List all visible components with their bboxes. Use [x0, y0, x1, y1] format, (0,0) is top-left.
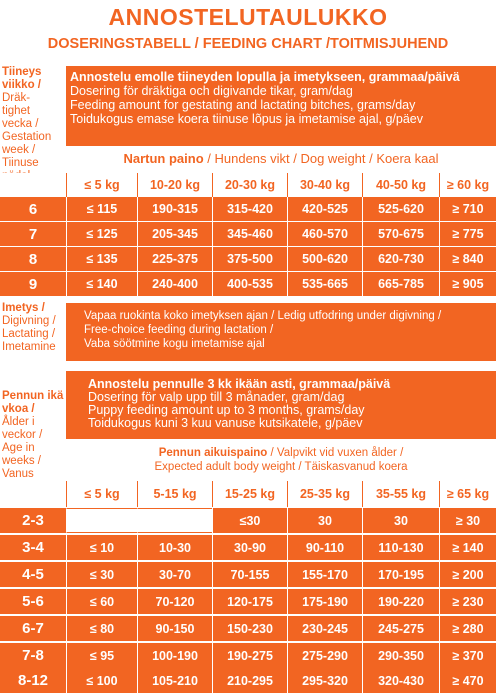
- table-cell: ≤ 140: [66, 272, 137, 296]
- weight-column-header: 20-30 kg: [212, 173, 287, 197]
- row-label: 8: [0, 247, 66, 271]
- weight-column-header: ≤ 5 kg: [66, 481, 137, 507]
- row-label: 3-4: [0, 535, 66, 560]
- header-empty-cell: [0, 481, 66, 507]
- table-cell: ≤ 115: [66, 197, 137, 221]
- side-label-line: tighet: [2, 105, 31, 117]
- side-label-line: Ålder i: [2, 416, 35, 428]
- table-cell: ≥ 905: [439, 272, 496, 296]
- table-cell: 30: [287, 508, 362, 533]
- side-label-line: weeks /: [2, 455, 41, 467]
- table-cell: [137, 508, 212, 533]
- table-cell: ≤ 135: [66, 247, 137, 271]
- table-row: [0, 247, 496, 271]
- weight-column-header: 25-35 kg: [287, 481, 362, 507]
- row-label: 7-8: [0, 643, 66, 668]
- weight-column-header: ≥ 60 kg: [439, 173, 496, 197]
- table-cell: 90-110: [287, 535, 362, 560]
- table-cell: 525-620: [362, 197, 439, 221]
- table-cell: 345-460: [212, 222, 287, 246]
- puppy-info-line-1: Annostelu pennulle 3 kk ikään asti, grammaa/päivä: [88, 377, 391, 391]
- side-label-line: week /: [2, 144, 36, 156]
- puppy-info-line-2: Dosering för valp upp till 3 månader, gram/dag: [88, 390, 345, 404]
- table-cell: 275-290: [287, 643, 362, 668]
- table-cell: ≥ 710: [439, 197, 496, 221]
- lactation-label-rest: [2, 315, 66, 354]
- puppy-weight-heading-rest: / Valpvikt vid vuxen ålder /: [267, 447, 404, 459]
- table-row: [0, 535, 496, 560]
- puppy-weight-heading-line-2: Expected adult body weight / Täiskasvanud koera: [154, 461, 408, 473]
- side-label-line: vecka /: [2, 118, 39, 130]
- weight-column-header-row: [0, 173, 496, 197]
- table-cell: ≥ 370: [439, 643, 496, 668]
- table-cell: ≤ 10: [66, 535, 137, 560]
- table-cell: ≥ 280: [439, 616, 496, 641]
- side-label-line: Digivning /: [2, 315, 56, 327]
- puppy-weight-heading-line-1: [66, 446, 496, 460]
- row-label: 8-12: [0, 668, 66, 693]
- weight-column-header: ≤ 5 kg: [66, 173, 137, 197]
- table-row: [0, 643, 496, 668]
- table-row: [0, 197, 496, 221]
- table-cell: 230-245: [287, 616, 362, 641]
- table-row: [0, 589, 496, 614]
- gestation-info-line-3: Feeding amount for gestating and lactating bitches, grams/day: [70, 98, 416, 112]
- table-cell: ≤ 80: [66, 616, 137, 641]
- weight-column-header: 30-40 kg: [287, 173, 362, 197]
- lactation-label-bold: Imetys /: [2, 302, 45, 314]
- table-row: [0, 616, 496, 641]
- puppy-weight-heading-bold: Pennun aikuispaino: [158, 447, 268, 459]
- side-label-line: Tiinuse: [2, 157, 39, 169]
- gestation-info-line-4: Toidukogus emase koera tiinuse lõpus ja imetamise ajal, g/päev: [70, 112, 423, 126]
- table-cell: 375-500: [212, 247, 287, 271]
- table-cell: 70-155: [212, 562, 287, 587]
- gestation-info-box: [66, 66, 496, 146]
- table-cell: [66, 508, 137, 533]
- table-row: [0, 668, 496, 693]
- puppy-age-label: [2, 390, 66, 494]
- table-cell: 500-620: [287, 247, 362, 271]
- table-cell: 100-190: [137, 643, 212, 668]
- row-label: 9: [0, 272, 66, 296]
- side-label-line: Dräk-: [2, 92, 31, 104]
- side-label-line: Vanus: [2, 468, 34, 480]
- table-cell: 190-275: [212, 643, 287, 668]
- table-cell: ≤ 95: [66, 643, 137, 668]
- table-cell: 70-120: [137, 589, 212, 614]
- table-cell: ≥ 840: [439, 247, 496, 271]
- table-cell: 420-525: [287, 197, 362, 221]
- table-cell: 315-420: [212, 197, 287, 221]
- table-cell: 400-535: [212, 272, 287, 296]
- table-cell: 320-430: [362, 668, 439, 693]
- table-row: [0, 272, 496, 296]
- header-empty-cell: [0, 173, 66, 197]
- lactation-info-line-2: Free-choice feeding during lactation /: [84, 324, 274, 336]
- table-cell: 110-130: [362, 535, 439, 560]
- puppy-info-line-4: Toidukogus kuni 3 kuu vanuse kutsikatele, g/päev: [88, 416, 363, 430]
- table-cell: 30-70: [137, 562, 212, 587]
- table-cell: ≥ 30: [439, 508, 496, 533]
- table-cell: ≥ 775: [439, 222, 496, 246]
- puppy-weight-heading: [66, 446, 496, 474]
- table-cell: 460-570: [287, 222, 362, 246]
- bitch-weight-heading-bold: Nartun paino: [123, 151, 204, 166]
- side-label-line: veckor /: [2, 429, 43, 441]
- weight-column-header: 40-50 kg: [362, 173, 439, 197]
- row-label: 6: [0, 197, 66, 221]
- chart-subtitle: DOSERINGSTABELL / FEEDING CHART /TOITMISJUHEND: [47, 36, 449, 52]
- table-cell: 665-785: [362, 272, 439, 296]
- side-label-line: Gestation: [2, 131, 52, 143]
- table-cell: 190-315: [137, 197, 212, 221]
- table-cell: 10-30: [137, 535, 212, 560]
- table-row: [0, 222, 496, 246]
- table-cell: ≥ 230: [439, 589, 496, 614]
- gestation-week-label-bold: Tiineys viikko /: [2, 66, 42, 91]
- gestation-info-line-1: Annostelu emolle tiineyden lopulla ja imetykseen, grammaa/päivä: [70, 70, 460, 84]
- table-row: [0, 508, 496, 533]
- side-label-line: Imetamine: [2, 341, 56, 353]
- table-cell: 150-230: [212, 616, 287, 641]
- table-cell: 570-675: [362, 222, 439, 246]
- row-label: 7: [0, 222, 66, 246]
- weight-column-header: ≥ 65 kg: [439, 481, 496, 507]
- row-label: 2-3: [0, 508, 66, 533]
- weight-column-header: 10-20 kg: [137, 173, 212, 197]
- table-cell: 290-350: [362, 643, 439, 668]
- table-cell: 30: [362, 508, 439, 533]
- bitch-weight-heading-rest: / Hundens vikt / Dog weight / Koera kaal: [203, 151, 439, 166]
- puppy-age-label-bold: Pennun ikä vkoa /: [2, 390, 64, 415]
- table-cell: 535-665: [287, 272, 362, 296]
- table-cell: ≥ 470: [439, 668, 496, 693]
- lactation-label: [2, 302, 66, 354]
- side-label-line: Lactating /: [2, 328, 56, 340]
- weight-column-header-row: [0, 481, 496, 507]
- table-cell: 120-175: [212, 589, 287, 614]
- table-cell: ≤30: [212, 508, 287, 533]
- table-cell: 90-150: [137, 616, 212, 641]
- gestation-week-label: [2, 66, 66, 183]
- row-label: 5-6: [0, 589, 66, 614]
- gestation-week-label-rest: [2, 92, 66, 183]
- table-cell: 295-320: [287, 668, 362, 693]
- table-cell: 155-170: [287, 562, 362, 587]
- table-row: [0, 562, 496, 587]
- puppy-info-line-3: Puppy feeding amount up to 3 months, grams/day: [88, 403, 365, 417]
- weight-column-header: 5-15 kg: [137, 481, 212, 507]
- lactation-info-box: [66, 303, 496, 361]
- weight-column-header: 35-55 kg: [362, 481, 439, 507]
- row-label: 4-5: [0, 562, 66, 587]
- chart-title: ANNOSTELUTAULUKKO: [108, 4, 388, 30]
- table-cell: ≥ 200: [439, 562, 496, 587]
- table-cell: 245-275: [362, 616, 439, 641]
- row-label: 6-7: [0, 616, 66, 641]
- table-cell: 170-195: [362, 562, 439, 587]
- lactation-info-line-1: Vapaa ruokinta koko imetyksen ajan / Ledig utfodring under digivning /: [84, 310, 442, 322]
- puppy-info-box: [66, 371, 496, 439]
- table-cell: ≤ 30: [66, 562, 137, 587]
- table-cell: 240-400: [137, 272, 212, 296]
- table-cell: 225-375: [137, 247, 212, 271]
- table-cell: 190-220: [362, 589, 439, 614]
- table-cell: ≥ 140: [439, 535, 496, 560]
- table-cell: 210-295: [212, 668, 287, 693]
- weight-column-header: 15-25 kg: [212, 481, 287, 507]
- table-cell: 105-210: [137, 668, 212, 693]
- table-cell: ≤ 60: [66, 589, 137, 614]
- side-label-line: Age in: [2, 442, 35, 454]
- table-cell: 620-730: [362, 247, 439, 271]
- table-cell: 30-90: [212, 535, 287, 560]
- table-cell: ≤ 100: [66, 668, 137, 693]
- lactation-info-line-3: Vaba söötmine kogu imetamise ajal: [84, 338, 265, 350]
- table-cell: 175-190: [287, 589, 362, 614]
- table-cell: ≤ 125: [66, 222, 137, 246]
- bitch-weight-heading: [66, 151, 496, 166]
- table-cell: 205-345: [137, 222, 212, 246]
- gestation-info-line-2: Dosering för dräktiga och digivande tikar, gram/dag: [70, 84, 353, 98]
